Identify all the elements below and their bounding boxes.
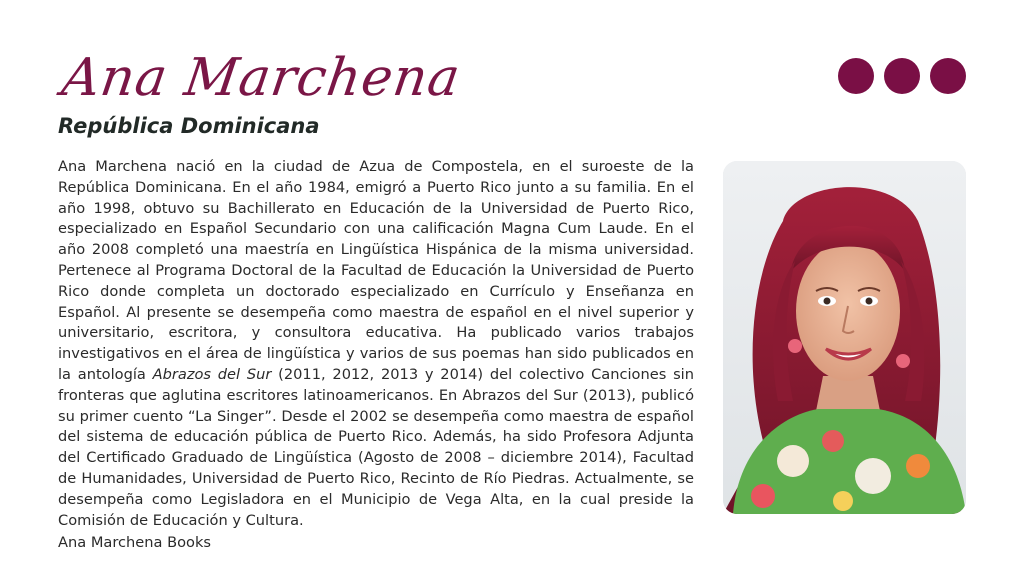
biography-part-1: Ana Marchena nació en la ciudad de Azua de Compostela, en el suroeste de la República Dominicana. En el año 1984, emigró a Puerto Rico junto a su familia. En el año 1998, obtuvo su Bachillerato en Educación de la Universidad de Puerto Rico, especializado en Español Secundario con una calificación Magna Cum Laude. En el año 2008 completó una maestría en Lingüística Hispánica de la misma universidad. Pertenece al Programa Doctoral de la Facultad de Educación la Universidad de Puerto Rico donde completa un doctorado especializado en Currículo y Enseñanza en Español. Al presente se desempeña como maestra de español en el nivel superior y universitario, escritora, y consultora educativa. Ha publicado varios trabajos investigativos en el área de lingüística y varios de sus poemas han sido publicados en la antología — [58, 158, 694, 383]
biography-part-2: (2011, 2012, 2013 y 2014) del colectivo Canciones sin fronteras que aglutina escritores latinoamericanos. En Abrazos del Sur (2013), publicó su primer cuento “La Singer”. Desde el 2002 se desempeña como maestra de español del sistema de educación pública de Puerto Rico. Además, ha sido Profesora Adjunta del Certificado Graduado de Lingüística (Agosto de 2008 – diciembre 2014), Facultad de Humanidades, Universidad de Puerto Rico, Recinto de Río Piedras. Actualmente, se desempeña como Legisladora en el Municipio de Vega Alta, en la cual preside la Comisión de Educación y Cultura. — [58, 365, 694, 529]
decorative-dots — [838, 58, 966, 94]
author-country-subtitle: República Dominicana — [58, 114, 320, 138]
publisher-line: Ana Marchena Books — [58, 534, 212, 551]
decorative-dot — [838, 58, 874, 94]
biography-text — [58, 157, 694, 531]
anthology-title: Abrazos del Sur — [152, 365, 272, 383]
biography-paragraph — [58, 157, 694, 531]
decorative-dot — [930, 58, 966, 94]
author-portrait-illustration — [723, 161, 966, 514]
decorative-dot — [884, 58, 920, 94]
author-name-title: Ana Marchena — [58, 48, 465, 108]
author-photo — [723, 161, 966, 514]
